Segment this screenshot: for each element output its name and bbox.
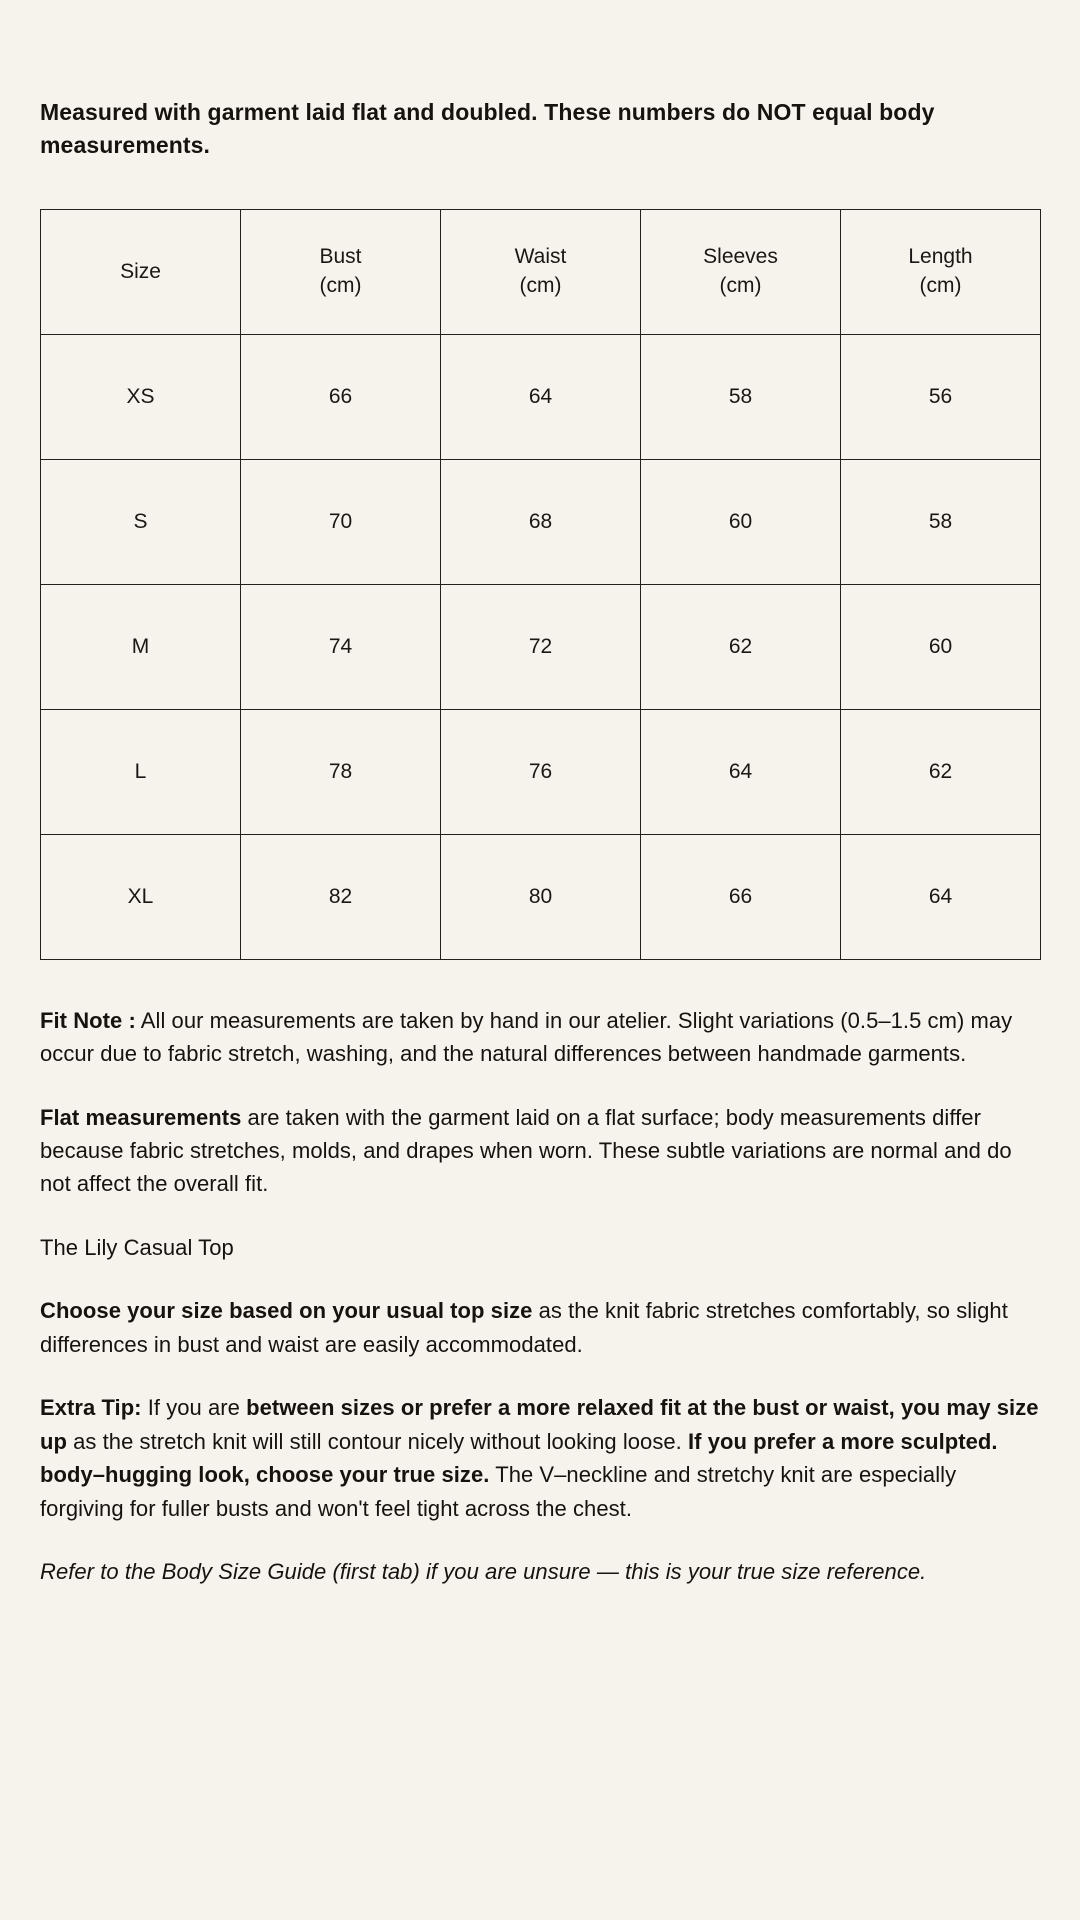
- column-header-waist: [441, 209, 641, 334]
- fit-note-label: Fit Note :: [40, 1007, 136, 1033]
- extra-tip-text-1: If you are: [141, 1395, 247, 1421]
- table-header-row: [41, 209, 1041, 334]
- cell-bust: 70: [241, 459, 441, 584]
- column-header-label: Size: [120, 259, 161, 283]
- cell-size: M: [41, 584, 241, 709]
- column-header-label: Sleeves: [703, 245, 778, 269]
- table-row: [41, 459, 1041, 584]
- column-header-length: [841, 209, 1041, 334]
- cell-bust: 82: [241, 834, 441, 959]
- cell-bust: 74: [241, 584, 441, 709]
- fit-note-text: All our measurements are taken by hand in our atelier. Slight variations (0.5–1.5 cm) may occur due to fabric stretch, washing, and the natural differences between handmade garments.: [40, 1007, 1013, 1067]
- column-header-label: Waist: [514, 245, 567, 269]
- cell-length: 58: [841, 459, 1041, 584]
- column-header-label: Length: [908, 245, 973, 269]
- extra-tip-bold-1: between sizes or prefer a more relaxed fit at the bust or waist, you may size up: [40, 1395, 1039, 1454]
- cell-waist: 80: [441, 834, 641, 959]
- column-header-unit: (cm): [519, 273, 562, 297]
- cell-sleeves: 62: [641, 584, 841, 709]
- column-header-sleeves: [641, 209, 841, 334]
- column-header-label: Bust: [319, 245, 362, 269]
- cell-size: XL: [41, 834, 241, 959]
- choose-size-paragraph: [40, 1294, 1040, 1361]
- cell-bust: 66: [241, 334, 441, 459]
- column-header-size: [41, 209, 241, 334]
- cell-length: 64: [841, 834, 1041, 959]
- extra-tip-text-3: The V–neckline and stretchy knit are especially forgiving for fuller busts and won't feel tight across the chest.: [40, 1462, 957, 1521]
- size-measurements-table: [40, 209, 1041, 960]
- extra-tip-bold-2: If you prefer a more sculpted. body–hugging look, choose your true size.: [40, 1428, 998, 1488]
- cell-sleeves: 66: [641, 834, 841, 959]
- extra-tip-paragraph: [40, 1391, 1040, 1525]
- table-row: [41, 834, 1041, 959]
- extra-tip-text-2: as the stretch knit will still contour nicely without looking loose.: [66, 1428, 688, 1454]
- cell-size: XS: [41, 334, 241, 459]
- flat-measurements-label: Flat measurements: [40, 1104, 242, 1130]
- cell-waist: 64: [441, 334, 641, 459]
- choose-size-label: Choose your size based on your usual top size: [40, 1298, 533, 1324]
- table-row: [41, 584, 1041, 709]
- cell-waist: 72: [441, 584, 641, 709]
- cell-size: S: [41, 459, 241, 584]
- intro-text: Measured with garment laid flat and doubled. These numbers do NOT equal body measurements.: [40, 99, 935, 159]
- column-header-bust: [241, 209, 441, 334]
- column-header-unit: (cm): [319, 273, 362, 297]
- fit-note-paragraph: [40, 1004, 1040, 1071]
- table-row: [41, 709, 1041, 834]
- cell-sleeves: 60: [641, 459, 841, 584]
- refer-note: Refer to the Body Size Guide (first tab) if you are unsure — this is your true size reference.: [40, 1558, 927, 1584]
- cell-length: 60: [841, 584, 1041, 709]
- product-name: The Lily Casual Top: [40, 1234, 234, 1260]
- cell-bust: 78: [241, 709, 441, 834]
- cell-sleeves: 64: [641, 709, 841, 834]
- cell-sleeves: 58: [641, 334, 841, 459]
- flat-measurements-text: are taken with the garment laid on a flat surface; body measurements differ because fabric stretches, molds, and drapes when worn. These subtle variations are normal and do not affect the overall fit.: [40, 1104, 1012, 1197]
- table-row: [41, 334, 1041, 459]
- extra-tip-label: Extra Tip:: [40, 1395, 142, 1421]
- notes-section: [40, 1004, 1040, 1589]
- cell-length: 62: [841, 709, 1041, 834]
- column-header-unit: (cm): [919, 273, 962, 297]
- cell-waist: 76: [441, 709, 641, 834]
- cell-size: L: [41, 709, 241, 834]
- cell-waist: 68: [441, 459, 641, 584]
- choose-size-text: as the knit fabric stretches comfortably, so slight differences in bust and waist are easily accommodated.: [40, 1298, 1008, 1357]
- flat-measurements-paragraph: [40, 1101, 1040, 1201]
- cell-length: 56: [841, 334, 1041, 459]
- column-header-unit: (cm): [719, 273, 762, 297]
